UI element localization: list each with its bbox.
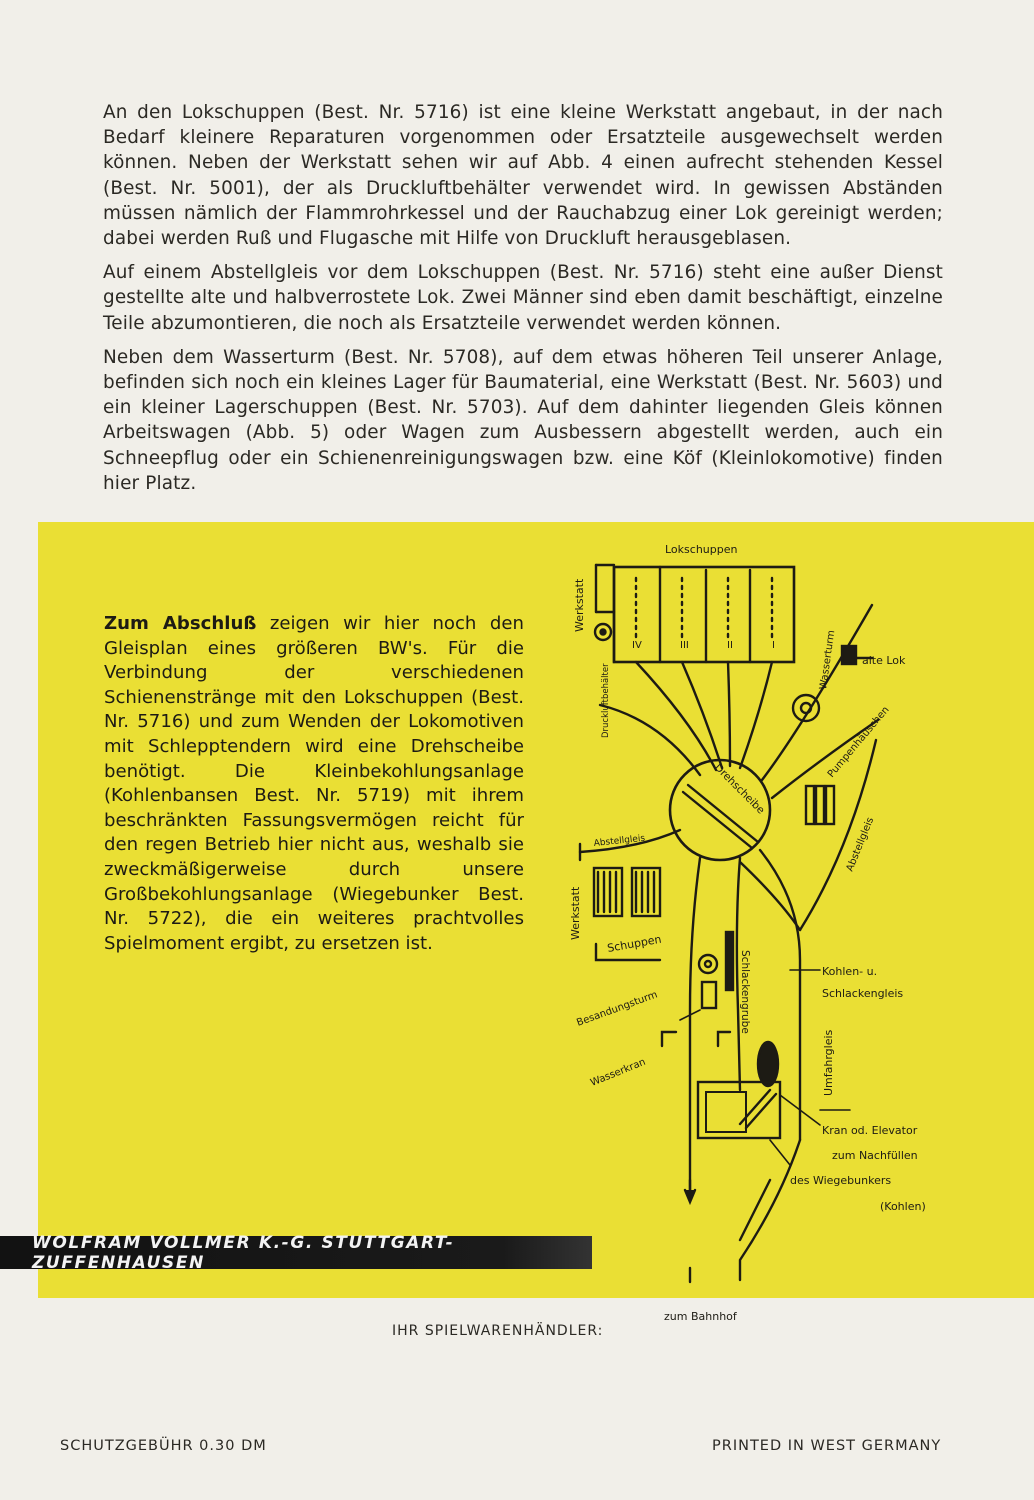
- label-kohlen-gleis-2: Schlackengleis: [822, 987, 904, 1000]
- label-druckluftbehaelter: Druckluftbehälter: [601, 663, 611, 738]
- intro-paragraph-2: Auf einem Abstellgleis vor dem Lokschuppen (Best. Nr. 5716) steht eine außer Dienst gestellte alte und halbverrostete Lok. Zwei Männer sind eben damit beschäftigt, einzelne Teile abzumontieren, die noch als Ersatzteile verwendet werden können.: [103, 262, 943, 334]
- label-abstellgleis-right: Abstellgleis: [844, 815, 877, 874]
- label-pumpenhaeuschen: Pumpenhäuschen: [825, 704, 892, 780]
- footer-price: SCHUTZGEBÜHR 0.30 DM: [60, 1438, 267, 1454]
- label-werkstatt-top: Werkstatt: [573, 578, 586, 632]
- label-kran-1: Kran od. Elevator: [822, 1124, 918, 1137]
- publisher-banner: WOLFRAM VOLLMER K.-G. STUTTGART-ZUFFENHAUSEN: [0, 1236, 592, 1269]
- label-wasserturm: Wasserturm: [818, 629, 838, 691]
- intro-paragraph-3: Neben dem Wasserturm (Best. Nr. 5708), auf dem etwas höheren Teil unserer Anlage, befinden sich noch ein kleines Lager für Baumaterial, eine Werkstatt (Best. Nr. 5603) und ein kleiner Lagerschuppen (Best. Nr. 5703). Auf dem dahinter liegenden Gleis können Arbeitswagen (Abb. 5) oder Wagen zum Ausbessern abgestellt werden, auch ein Schneepflug oder ein Schienenreinigungswagen bzw. eine Köf (Kleinlokomotive) finden hier Platz.: [103, 346, 943, 494]
- box-body: zeigen wir hier noch den Gleisplan eines größeren BW's. Für die Verbindung der verschiedenen Schienenstränge mit den Lokschuppen (Best. Nr. 5716) und zum Wenden der Lokomotiven mit Schlepptendern wird eine Drehscheibe benötigt. Die Kleinbekohlungsanlage (Kohlenbansen Best. Nr. 5719) mit ihrem beschränkten Fassungsvermögen reicht für den regen Betrieb hier nicht aus, weshalb sie zweckmäßigerweise durch unsere Großbekohlungsanlage (Wiegebunker Best. Nr. 5722), die ein weiteres prachtvolles Spielmoment ergibt, zu ersetzen ist.: [104, 613, 524, 954]
- label-stall-ii: II: [727, 640, 733, 651]
- label-werkstatt-bottom: Werkstatt: [569, 886, 582, 940]
- label-stall-i: I: [772, 640, 775, 651]
- label-besandungsturm: Besandungsturm: [575, 989, 660, 1029]
- label-wasserkran: Wasserkran: [589, 1056, 648, 1089]
- label-kran-4: (Kohlen): [880, 1200, 926, 1213]
- label-lokschuppen: Lokschuppen: [665, 543, 738, 556]
- footer-printed: PRINTED IN WEST GERMANY: [712, 1438, 942, 1454]
- label-kran-2: zum Nachfüllen: [832, 1149, 918, 1162]
- label-abstellgleis-left: Abstellgleis: [593, 833, 646, 849]
- label-alte-lok: alte Lok: [862, 654, 906, 667]
- label-stall-iv: IV: [632, 640, 642, 651]
- label-schlackengrube: Schlackengrube: [739, 950, 751, 1034]
- label-zum-bahnhof: zum Bahnhof: [664, 1310, 737, 1323]
- box-lead: Zum Abschluß: [104, 613, 257, 634]
- dealer-label: IHR SPIELWARENHÄNDLER:: [392, 1323, 604, 1339]
- intro-paragraph-1: An den Lokschuppen (Best. Nr. 5716) ist eine kleine Werkstatt angebaut, in der nach Bedarf kleinere Reparaturen vorgenommen oder Ersatzteile ausgewechselt werden können. Neben der Werkstatt sehen wir auf Abb. 4 einen aufrecht stehenden Kessel (Best. Nr. 5001), der als Druckluftbehälter verwendet wird. In gewissen Abständen müssen nämlich der Flammrohrkessel und der Rauchabzug einer Lok gereinigt werden; dabei werden Ruß und Flugasche mit Hilfe von Druckluft herausgeblasen.: [103, 102, 943, 250]
- label-schuppen: Schuppen: [606, 932, 663, 955]
- label-kran-3: des Wiegebunkers: [790, 1174, 892, 1187]
- label-kohlen-gleis-1: Kohlen- u.: [822, 965, 878, 978]
- label-drehscheibe: Drehscheibe: [711, 761, 767, 817]
- label-stall-iii: III: [680, 640, 689, 651]
- label-umfahrgleis: Umfahrgleis: [822, 1029, 835, 1096]
